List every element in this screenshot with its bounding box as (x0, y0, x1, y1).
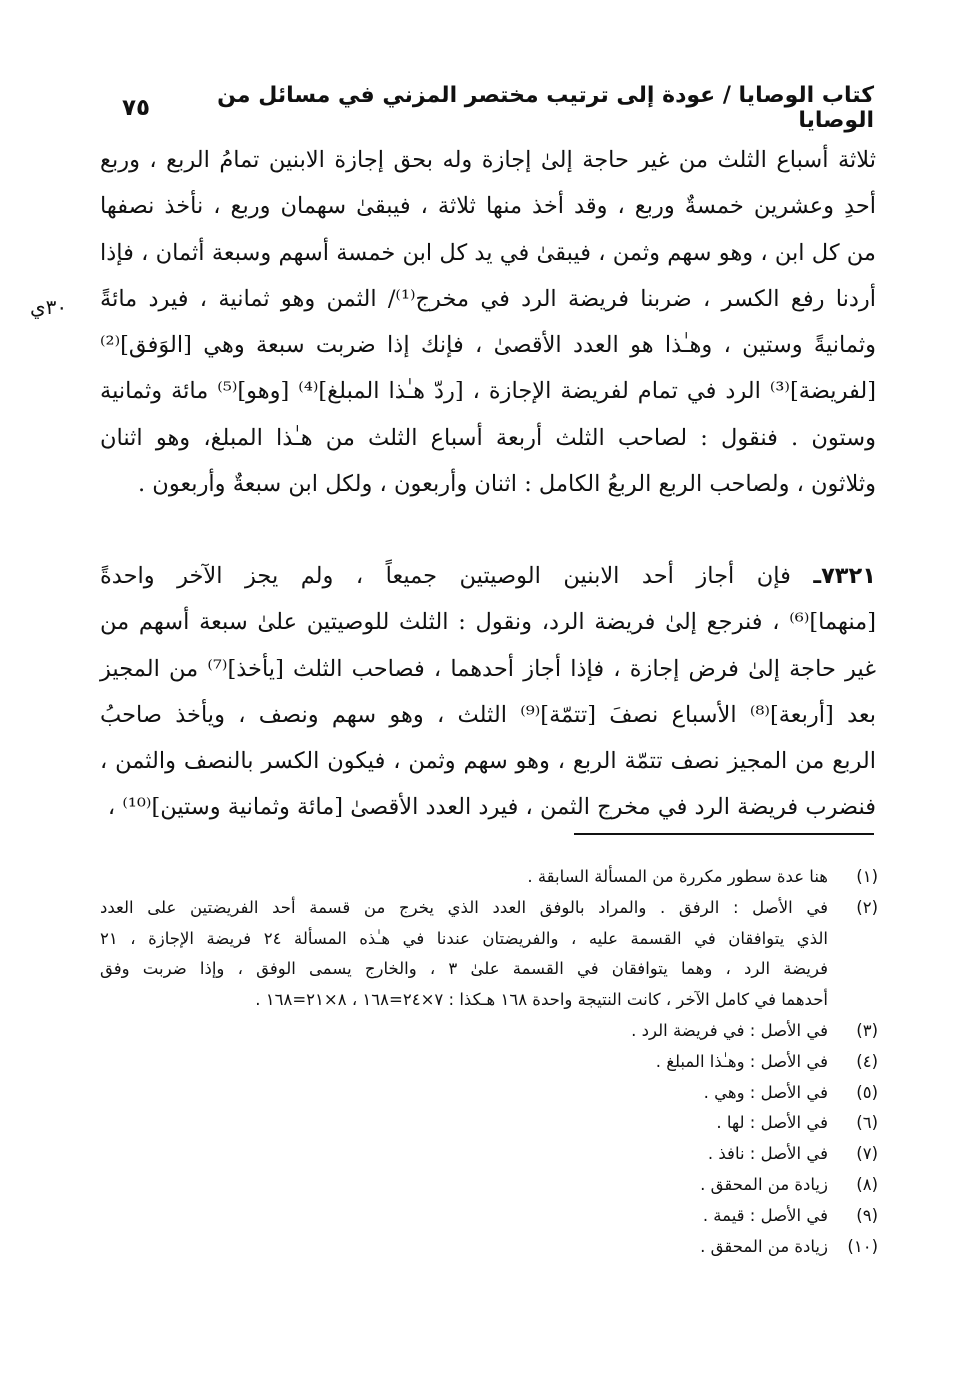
text-line: [منهما]⁽⁶⁾ ، فنرجع إلىٰ فريضة الرد، ونقول : الثلث للوصيتين علىٰ سبعة أسهم من (100, 609, 876, 636)
paragraph-2 (100, 553, 876, 831)
text-line: وثمانيةً وستين ، وهـٰذا هو العدد الأقصىٰ ، فإنك إذا ضربت سبعة وهي [الوَفق]⁽²⁾ (100, 332, 876, 359)
footnote-number: (٨) (856, 1174, 878, 1194)
footnote-number: (٩) (856, 1205, 878, 1225)
text-line: غير حاجة إلىٰ فرض إجازة ، فإذا أجاز أحدهما ، فصاحب الثلث [يأخذ]⁽⁷⁾ من المجيز (100, 655, 876, 682)
footnote-line: زيادة من المحقق . (700, 1236, 828, 1256)
footnote-number: (١) (856, 867, 878, 886)
running-title: كتاب الوصايا / عودة إلى ترتيب مختصر المزني في مسائل من الوصايا (217, 83, 874, 133)
text-line: وثلاثون ، ولصاحب الربع الربعُ الكامل : اثنان وأربعون ، ولكل ابن سبعةٌ وأربعون . (138, 471, 876, 498)
footnote-line: هنا عدة سطور مكررة من المسألة السابقة . (527, 867, 828, 886)
footnote-line: زيادة من المحقق . (700, 1174, 828, 1194)
footnote-number: (٥) (856, 1082, 878, 1102)
footnote (100, 893, 878, 1016)
page-number: ٧٥ (122, 95, 151, 121)
text-line: بعد [أربعة]⁽⁸⁾ الأسباع نصفَ [تتمّة]⁽⁹⁾ الثلث ، وهو سهم ونصف ، ويأخذ صاحبُ (100, 701, 876, 728)
footnote-line: أحدهما في كامل الآخر ، كانت النتيجة واحدة ١٦٨ هـكذا : ٧×٢٤=١٦٨ ، ٨×٢١=١٦٨ . (255, 990, 828, 1010)
footnote (100, 1016, 878, 1047)
footnote-line: في الأصل : وهي . (703, 1082, 828, 1102)
footnotes (100, 862, 878, 1262)
paragraph-1 (100, 137, 876, 507)
running-head (122, 83, 874, 133)
footnote (100, 1232, 878, 1263)
footnote-number: (٦) (856, 1113, 878, 1133)
text-line: أردنا رفع الكسر ، ضربنا فريضة الرد في مخرج⁽¹⁾/ الثمن وهو ثمانية ، فيرد مائةً (100, 285, 876, 312)
footnote (100, 862, 878, 893)
footnote (100, 1201, 878, 1232)
footnote-line: في الأصل : في فريضة الرد . (631, 1020, 828, 1040)
footnote-number: (٣) (856, 1020, 878, 1040)
footnote (100, 1047, 878, 1078)
text-fragment: فإن أجاز أحد الابنين الوصيتين جميعاً ، ولم يجز الآخر واحدةً (100, 563, 791, 589)
text-line (100, 553, 876, 599)
footnote-number: (١٠) (847, 1236, 878, 1256)
text-line: أحدِ وعشرين خمسةٌ وربع ، وقد أخذ منها ثلاثة ، فيبقىٰ سهمان وربع ، نأخذ نصفها (100, 193, 876, 220)
footnote-line: في الأصل : وهـٰذا المبلغ . (655, 1051, 828, 1071)
footnote-line: الذي يتوافقان في القسمة عليه ، والفريضتان عندنا في هـٰذه المسألة ٢٤ فريضة الإجازة ، ٢١ (100, 928, 828, 948)
footnote (100, 1139, 878, 1170)
text-line: الربع من المجيز نصف تتمّة الربع ، وهو سهم وثمن ، فيكون الكسر بالنصف والثمن ، (100, 748, 876, 775)
footnote (100, 1078, 878, 1109)
text-line: ثلاثة أسباع الثلث من غير حاجة إلىٰ إجازة وله بحق إجازة الابنين تمامُ الربع ، وربع (100, 147, 876, 173)
footnote-line: في الأصل : لها . (716, 1113, 828, 1133)
footnote-line: في الأصل : الرفق . والمراد بالوفق العدد الذي يخرج من قسمة أحد الفريضتين على العدد (100, 897, 828, 917)
footnote-number: (٢) (856, 897, 878, 917)
footnote (100, 1170, 878, 1201)
text-line: [لفريضة]⁽³⁾ الرد في تمام لفريضة الإجازة ، [ردّ هـٰذا المبلغ]⁽⁴⁾ [وهو]⁽⁵⁾ مائة وثمانية (100, 378, 876, 405)
footnote-number: (٧) (856, 1144, 878, 1164)
footnote (100, 1108, 878, 1139)
footnote-number: (٤) (856, 1051, 878, 1071)
footnote-line: فريضة الرد ، وهما يتوافقان في القسمة علىٰ ٣ ، والخارج يسمى الوفق ، وإذا ضربت وفق (100, 959, 828, 979)
footnote-line: في الأصل : قيمة . (702, 1205, 828, 1225)
text-line: فنضرب فريضة الرد في مخرج الثمن ، فيرد العدد الأقصىٰ [مائة وثمانية وستين]⁽¹⁰⁾ ، (107, 794, 876, 821)
text-line: وستون . فنقول : لصاحب الثلث أربعة أسباع الثلث من هـٰذا المبلغ، وهو اثنان (100, 424, 876, 451)
margin-reference: ٣٠ي (30, 295, 68, 319)
footnote-divider (574, 833, 874, 835)
issue-number: ٧٣٢١ـ (813, 563, 877, 589)
text-line: من كل ابن ، وهو سهم وثمن ، فيبقىٰ في يد كل ابن خمسة أسهم وسبعة أثمان ، فإذا (100, 239, 876, 266)
footnote-line: في الأصل : نافذ . (707, 1144, 828, 1164)
